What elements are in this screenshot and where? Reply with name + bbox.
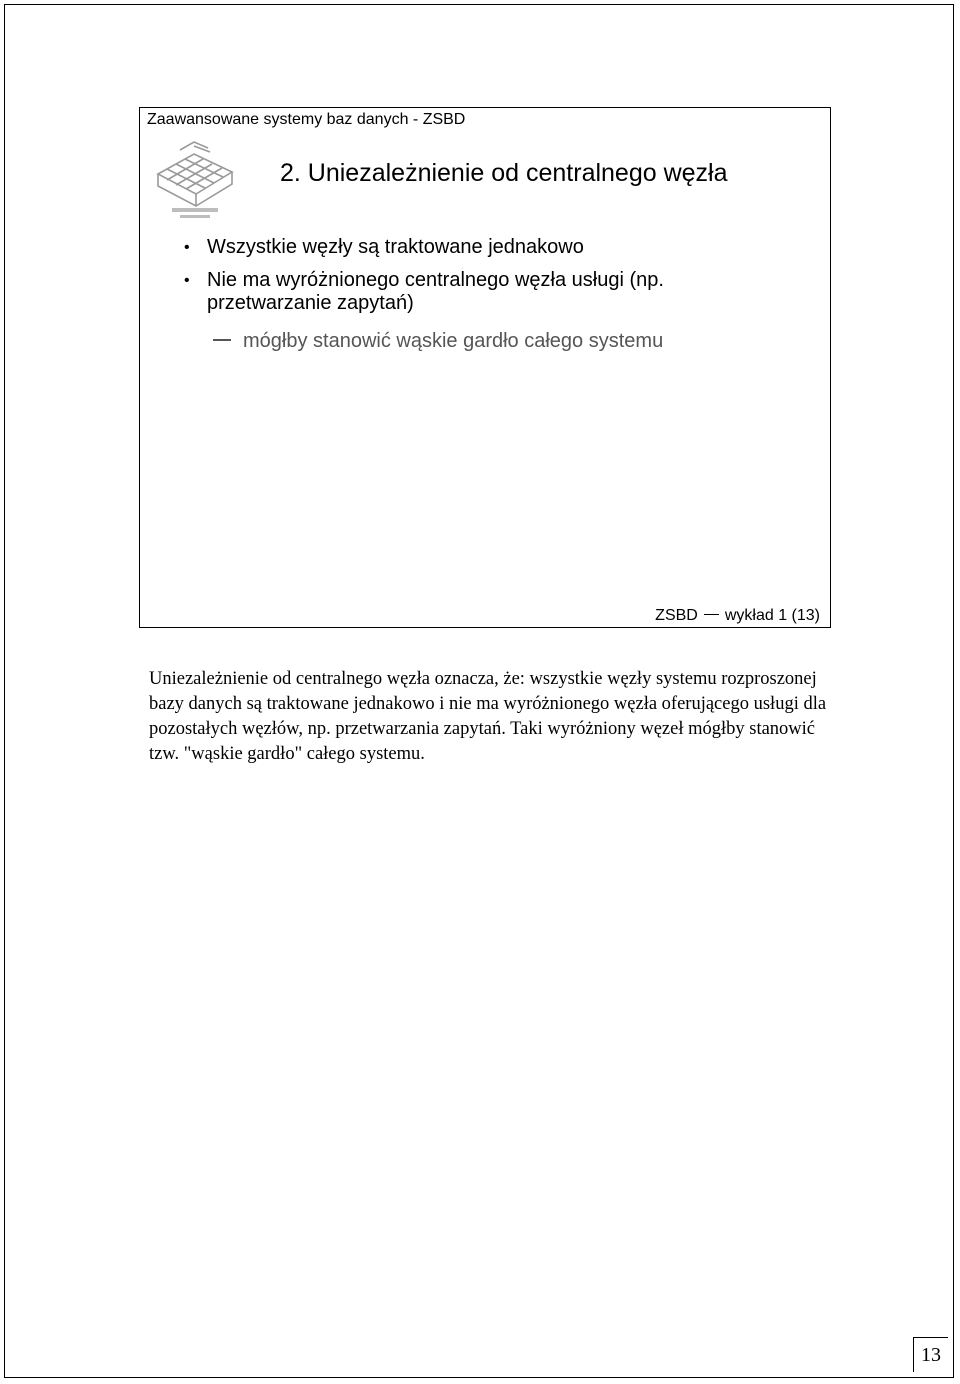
bullet-item — [182, 236, 782, 259]
university-logo-icon — [150, 136, 240, 222]
bullet-list — [182, 236, 782, 325]
footer-lecture: wykład 1 (13) — [724, 607, 820, 624]
bullet-text: Wszystkie węzły są traktowane jednakowo — [207, 236, 584, 258]
bullet-icon: • — [184, 272, 190, 289]
slide-footer — [655, 607, 820, 625]
bullet-text: Nie ma wyróżnionego centralnego węzła usługi (np. przetwarzanie zapytań) — [207, 269, 664, 314]
page-number: 13 — [913, 1337, 948, 1372]
slide-title: 2. Uniezależnienie od centralnego węzła — [280, 159, 728, 187]
notes-paragraph: Uniezależnienie od centralnego węzła oznacza, że: wszystkie węzły systemu rozproszonej bazy danych są traktowane jednakowo i nie ma wyróżnionego węzła oferującego usługi dla pozostałych węzłów, np. przetwarzania zapytań. Taki wyróżniony węzeł mógłby stanowić tzw. "wąskie gardło" całego systemu. — [149, 669, 827, 764]
page-frame — [4, 4, 954, 1378]
slide-header: Zaawansowane systemy baz danych - ZSBD — [147, 111, 466, 128]
lecture-notes — [149, 667, 849, 767]
sub-bullet — [213, 330, 663, 353]
bullet-item — [182, 269, 782, 315]
sub-bullet-text: mógłby stanowić wąskie gardło całego systemu — [243, 330, 664, 352]
bullet-icon: • — [184, 239, 190, 256]
dash-icon — [704, 614, 719, 615]
slide — [139, 107, 831, 628]
footer-course: ZSBD — [655, 607, 698, 624]
dash-icon — [213, 339, 231, 341]
